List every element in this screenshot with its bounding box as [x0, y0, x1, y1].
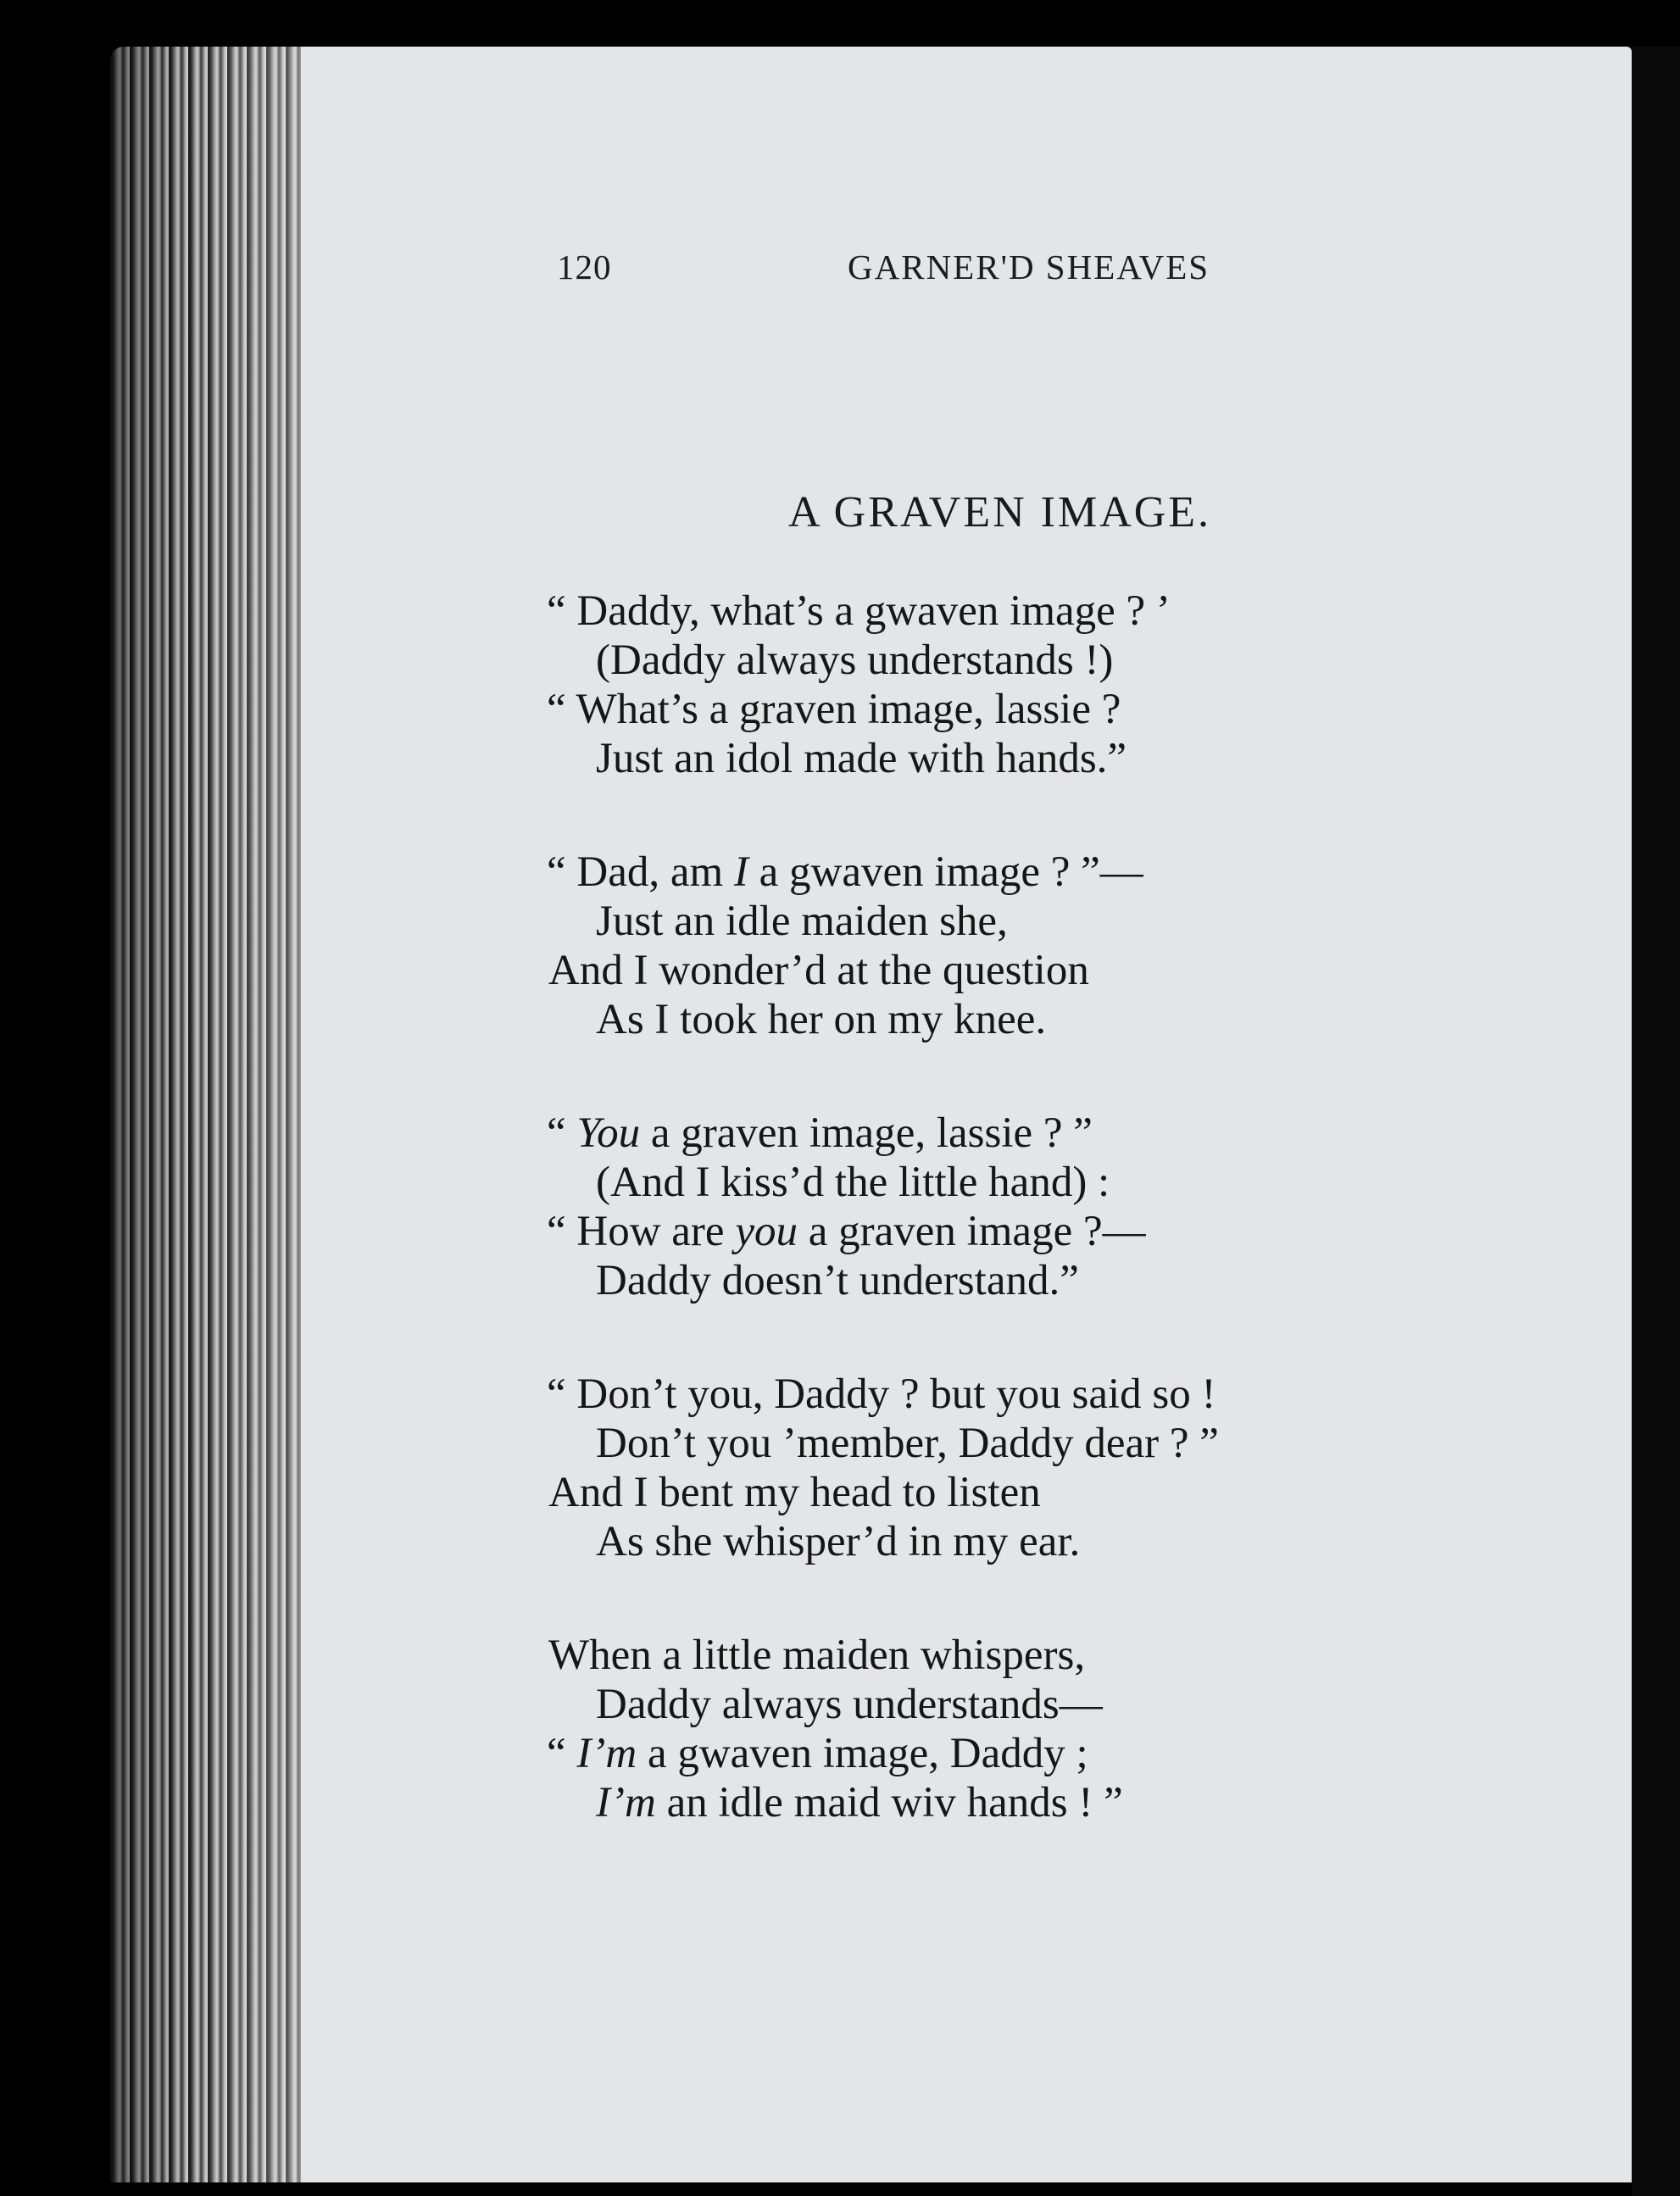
page-edges: [110, 47, 305, 2182]
scan-border: [1632, 47, 1680, 2196]
poem-line: (Daddy always understands !): [596, 637, 1114, 684]
poem-line: “ What’s a graven image, lassie ?: [547, 686, 1121, 733]
poem-line: Don’t you ’member, Daddy dear ? ”: [596, 1420, 1219, 1467]
page-number: 120: [557, 247, 612, 286]
poem-line: And I bent my head to listen: [548, 1469, 1041, 1516]
stanza-1: [301, 587, 1632, 783]
line-text: “: [547, 1109, 577, 1157]
book-page: [301, 47, 1632, 2182]
poem-line: As she whisper’d in my ear.: [596, 1518, 1081, 1565]
poem-line: [301, 1207, 1632, 1256]
line-emphasis: I’m: [596, 1779, 656, 1826]
poem-line: Just an idle maiden she,: [596, 898, 1008, 945]
poem-line: “ Don’t you, Daddy ? but you said so !: [547, 1370, 1216, 1418]
line-emphasis: I: [733, 848, 748, 896]
stanza-3: [301, 1109, 1632, 1305]
poem-line: [301, 1109, 1632, 1158]
poem-line: Daddy always understands—: [596, 1681, 1103, 1728]
poem-line: As I took her on my knee.: [596, 996, 1047, 1043]
line-text: a gwaven image, Daddy ;: [637, 1730, 1088, 1777]
line-text: a gwaven image ? ”—: [748, 848, 1143, 896]
poem-line: Just an idol made with hands.”: [596, 735, 1127, 782]
poem-title: A GRAVEN IMAGE.: [788, 488, 1212, 536]
poem-line: And I wonder’d at the question: [548, 947, 1089, 994]
line-emphasis: You: [576, 1109, 641, 1157]
poem-line: When a little maiden whispers,: [548, 1632, 1086, 1679]
line-text: “ How are: [547, 1208, 736, 1255]
poem-body: [301, 587, 1632, 1892]
running-head: GARNER'D SHEAVES: [848, 247, 1210, 286]
poem-line: Daddy doesn’t understand.”: [596, 1257, 1079, 1304]
line-text: “ Dad, am: [547, 848, 734, 896]
poem-line: [301, 1778, 1632, 1827]
line-emphasis: I’m: [576, 1730, 637, 1777]
poem-line: “ Daddy, what’s a gwaven image ? ’: [547, 587, 1171, 635]
poem-line: (And I kiss’d the little hand) :: [596, 1159, 1110, 1206]
line-text: a graven image ?—: [797, 1208, 1146, 1255]
line-emphasis: you: [735, 1208, 798, 1255]
stanza-4: [301, 1370, 1632, 1566]
line-text: a graven image, lassie ? ”: [640, 1109, 1093, 1157]
poem-line: [301, 848, 1632, 897]
stanza-2: [301, 848, 1632, 1044]
line-text: “: [547, 1730, 577, 1777]
stanza-5: [301, 1631, 1632, 1827]
poem-line: [301, 1729, 1632, 1778]
line-text: an idle maid wiv hands ! ”: [655, 1779, 1123, 1826]
page-header: [301, 247, 1632, 297]
